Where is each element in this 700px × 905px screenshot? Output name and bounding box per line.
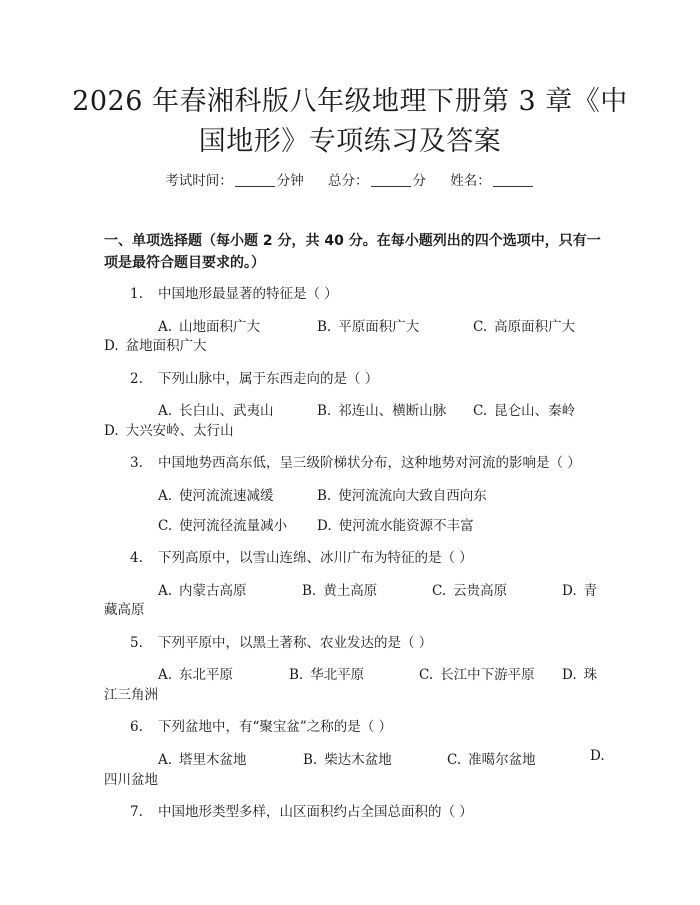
- option-text: 山地面积广大: [179, 319, 261, 335]
- option-text: 黄土高原: [323, 583, 378, 599]
- question-stem: 中国地势西高东低，呈三级阶梯状分布，这种地势对河流的影响是（ ）: [158, 455, 581, 471]
- q4-option-d: [562, 579, 597, 599]
- option-letter: C.: [473, 319, 488, 335]
- page-title: [60, 82, 640, 162]
- q4-option-c: [432, 579, 507, 599]
- option-text: 大兴安岭、太行山: [125, 423, 234, 439]
- q2-option-a: [158, 399, 274, 419]
- question-stem: 中国地形最显著的特征是（ ）: [158, 286, 338, 302]
- option-letter: D.: [104, 338, 119, 354]
- option-text: 青: [583, 583, 598, 599]
- question-number: 7.: [130, 804, 143, 820]
- q6-option-c: [447, 748, 536, 768]
- q6-option-d: [590, 748, 612, 764]
- q2-option-d: [104, 419, 234, 439]
- option-text: 使河流流速减缓: [179, 488, 274, 504]
- q3-option-d: [317, 514, 474, 534]
- option-text: 长江中下游平原: [440, 667, 535, 683]
- name-label: 姓名：: [450, 173, 491, 189]
- option-text: 华北平原: [310, 667, 365, 683]
- question-stem: 下列平原中，以黑土著称、农业发达的是（ ）: [158, 635, 433, 651]
- option-text: 昆仑山、秦岭: [494, 403, 576, 419]
- question-number: 1.: [130, 286, 143, 302]
- question-4: [130, 546, 473, 566]
- section-heading: 一、单项选择题（每小题 2 分，共 40 分。在每小题列出的四个选项中，只有一项是最符合题目要求的。）: [104, 233, 601, 271]
- option-text: 云贵高原: [453, 583, 508, 599]
- option-letter: A.: [158, 488, 173, 504]
- option-letter: C.: [432, 583, 447, 599]
- option-letter: A.: [158, 667, 173, 683]
- option-text: 珠: [583, 667, 598, 683]
- q3-option-a: [158, 484, 274, 504]
- question-number: 4.: [130, 550, 143, 566]
- option-text: 祁连山、横断山脉: [338, 403, 447, 419]
- question-number: 6.: [130, 719, 143, 735]
- question-number: 2.: [130, 371, 143, 387]
- title-line-2: 国地形》专项练习及答案: [198, 126, 502, 157]
- time-label: 考试时间：: [165, 173, 233, 189]
- question-number: 3.: [130, 455, 143, 471]
- option-letter: A.: [158, 403, 173, 419]
- q1-option-d: [104, 334, 207, 354]
- exam-meta: [0, 169, 700, 189]
- option-text: 使河流径流量减小: [179, 518, 288, 534]
- q5-option-d-wrap: 江三角洲: [104, 687, 158, 703]
- q1-option-b: [317, 315, 419, 335]
- q5-option-b: [289, 663, 364, 683]
- option-text: 高原面积广大: [494, 319, 576, 335]
- title-line-1: 2026 年春湘科版八年级地理下册第 3 章《中: [72, 86, 628, 117]
- q6-option-a: [158, 748, 247, 768]
- option-letter: A.: [158, 752, 173, 768]
- q5-option-d: [562, 663, 597, 683]
- option-letter: D.: [590, 748, 605, 764]
- question-7: [130, 800, 473, 820]
- option-letter: C.: [473, 403, 488, 419]
- q4-option-a: [158, 579, 247, 599]
- question-1: [130, 282, 338, 302]
- option-letter: A.: [158, 583, 173, 599]
- exam-time: [165, 169, 304, 189]
- question-2: [130, 367, 378, 387]
- question-5: [130, 631, 432, 651]
- option-letter: D.: [104, 423, 119, 439]
- option-letter: D.: [562, 667, 577, 683]
- score-blank: [371, 174, 411, 187]
- option-text: 东北平原: [179, 667, 234, 683]
- score-unit: 分: [412, 173, 426, 189]
- option-text: 长白山、武夷山: [179, 403, 274, 419]
- option-text: 内蒙古高原: [179, 583, 247, 599]
- time-unit: 分钟: [276, 173, 304, 189]
- question-number: 5.: [130, 635, 143, 651]
- option-letter: B.: [317, 319, 332, 335]
- q3-option-c: [158, 514, 287, 534]
- q3-option-b: [317, 484, 487, 504]
- option-letter: B.: [289, 667, 304, 683]
- question-stem: 中国地形类型多样，山区面积约占全国总面积的（ ）: [158, 804, 473, 820]
- option-text: 塔里木盆地: [179, 752, 247, 768]
- option-text: 盆地面积广大: [125, 338, 207, 354]
- question-stem: 下列山脉中，属于东西走向的是（ ）: [158, 371, 379, 387]
- q4-option-b: [302, 579, 377, 599]
- question-6: [130, 715, 392, 735]
- option-letter: C.: [447, 752, 462, 768]
- q2-option-c: [473, 399, 575, 419]
- option-letter: B.: [302, 583, 317, 599]
- score-label: 总分：: [328, 173, 369, 189]
- option-letter: D.: [317, 518, 332, 534]
- question-stem: 下列高原中，以雪山连绵、冰川广布为特征的是（ ）: [158, 550, 473, 566]
- option-letter: D.: [562, 583, 577, 599]
- option-text: 柴达木盆地: [324, 752, 392, 768]
- exam-score: [328, 169, 426, 189]
- option-letter: B.: [303, 752, 318, 768]
- option-text: 准噶尔盆地: [468, 752, 536, 768]
- option-text: 使河流水能资源不丰富: [338, 518, 474, 534]
- question-3: [130, 451, 581, 471]
- option-letter: A.: [158, 319, 173, 335]
- option-letter: B.: [317, 488, 332, 504]
- option-text: 使河流流向大致自西向东: [338, 488, 487, 504]
- q1-option-c: [473, 315, 575, 335]
- option-text: 平原面积广大: [338, 319, 420, 335]
- q1-option-a: [158, 315, 260, 335]
- q2-option-b: [317, 399, 446, 419]
- option-letter: C.: [158, 518, 173, 534]
- option-letter: C.: [419, 667, 434, 683]
- q5-option-a: [158, 663, 233, 683]
- q6-option-b: [303, 748, 392, 768]
- option-letter: B.: [317, 403, 332, 419]
- q5-option-c: [419, 663, 535, 683]
- student-name: [450, 169, 535, 189]
- q4-option-d-wrap: 藏高原: [104, 602, 145, 618]
- question-stem: 下列盆地中，有“聚宝盆”之称的是（ ）: [158, 719, 393, 735]
- q6-option-d-wrap: 四川盆地: [104, 772, 158, 788]
- time-blank: [235, 174, 275, 187]
- name-blank: [493, 174, 533, 187]
